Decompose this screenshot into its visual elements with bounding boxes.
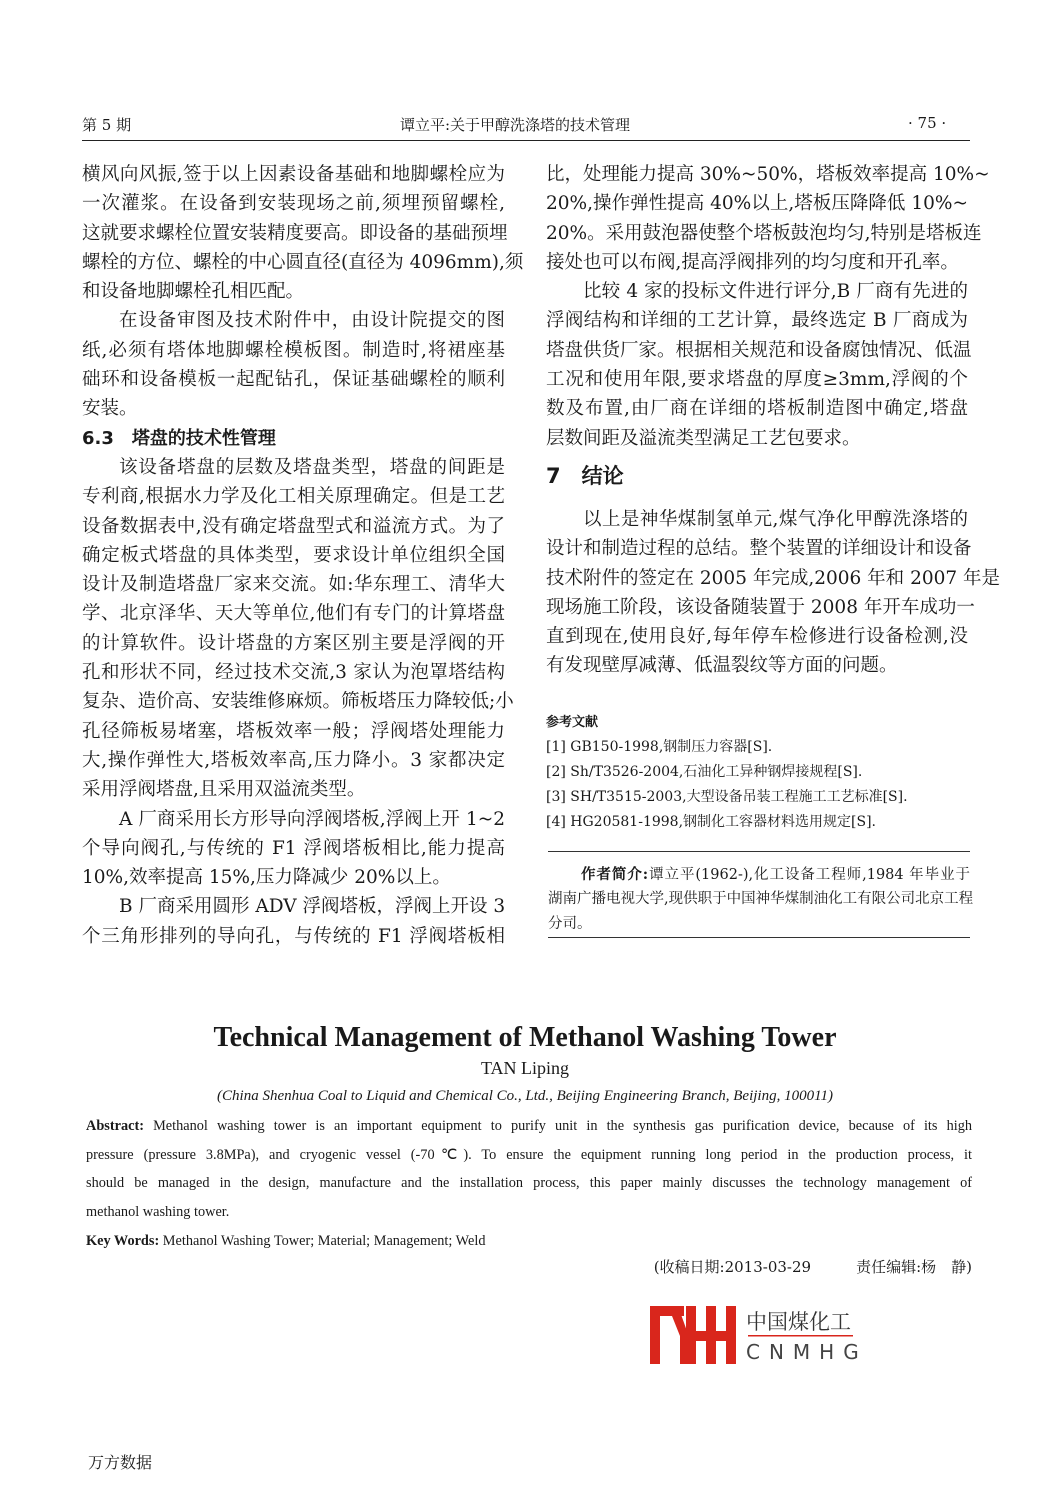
logo-en-text: CNMHG [746,1340,868,1364]
text-line: 大,操作弹性大,塔板效率高,压力降小。3 家都决定 [82,749,505,771]
left-column [82,160,524,951]
text-line: 塔盘供货厂家。根据相关规范和设备腐蚀情况、低温 [546,339,972,361]
text-line: 有发现壁厚减薄、低温裂纹等方面的问题。 [546,655,898,677]
right-column [546,160,990,453]
bio-rule-bottom [548,937,970,938]
bio-line: 分司。 [548,916,592,932]
text-line: 浮阀结构和详细的工艺计算，最终选定 B 厂商成为 [546,310,968,332]
abstract-line: pressure (pressure 3.8MPa), and cryogenic vessel (-70℃). To ensure the equipment running long period in the production process, it [86,1146,972,1163]
section-heading: 6.3 塔盘的技术性管理 [82,427,276,449]
bio-line: 谭立平(1962-),化工设备工程师,1984 年毕业于 [648,867,971,883]
text-line: 孔径筛板易堵塞，塔板效率一般；浮阀塔处理能力 [82,720,505,742]
footer-watermark: 万方数据 [88,1453,153,1472]
text-line: 20%。采用鼓泡器使整个塔板鼓泡均匀,特别是塔板连 [546,222,982,244]
text-line: 设计和制造过程的总结。整个装置的详细设计和设备 [546,538,972,560]
abstract-line: Methanol washing tower is an important equipment to purify unit in the synthesis gas purification device, because of its high [143,1118,972,1134]
paragraph [82,892,505,951]
text-line: 纸,必须有塔体地脚螺栓模板图。制造时,将裙座基 [82,339,505,361]
reference-list [546,735,968,835]
text-line: 数及布置,由厂商在详细的塔板制造图中确定,塔盘 [546,398,968,420]
english-title: Technical Management of Methanol Washing Tower [213,1022,837,1053]
paragraph [546,160,990,277]
text-line: 技术附件的签定在 2005 年完成,2006 年和 2007 年是 [546,567,1001,589]
text-line: 设备数据表中,没有确定塔盘型式和溢流方式。为了 [82,515,505,537]
text-line: 直到现在,使用良好,每年停车检修进行设备检测,没 [546,626,968,648]
text-line: [3] SH/T3515-2003,大型设备吊装工程施工工艺标准[S]. [546,789,908,805]
text-line: [1] GB150-1998,钢制压力容器[S]. [546,739,773,755]
text-line: 的计算软件。设计塔盘的方案区别主要是浮阀的开 [82,632,505,654]
text-line: [2] Sh/T3526-2004,石油化工异种钢焊接规程[S]. [546,764,863,780]
text-line: 设计及制造塔盘厂家来交流。如:华东理工、清华大 [82,574,505,596]
header-rule [82,140,970,141]
text-line: 工况和使用年限,要求塔盘的厚度≥3mm,浮阀的个 [546,369,968,391]
text-line: 复杂、造价高、安装维修麻烦。筛板塔压力降较低;小 [82,691,514,713]
paragraph [82,306,505,423]
conclusion [546,505,1001,681]
text-line: 个导向阀孔,与传统的 F1 浮阀塔板相比,能力提高 [82,837,505,859]
abstract-line: should be managed in the design, manufacture and the installation process, this paper mainly discusses the technology management of [86,1175,972,1192]
text-line: 这就要求螺栓位置安装精度要高。即设备的基础预埋 [82,222,508,244]
text-line: 专利商,根据水力学及化工相关原理确定。但是工艺 [82,486,505,508]
text-line: 安装。 [82,398,138,420]
text-line: 在设备审图及技术附件中，由设计院提交的图 [119,310,505,332]
references [546,710,968,835]
english-author: TAN Liping [480,1058,570,1078]
text-line: B 厂商采用圆形 ADV 浮阀塔板，浮阀上开设 3 [119,896,506,918]
received-date: (收稿日期:2013-03-29 责任编辑:杨 静) [653,1258,972,1276]
text-line: 现场施工阶段，该设备随装置于 2008 年开车成功一 [546,596,975,618]
paragraph [82,805,505,893]
bio-label: 作者简介: [581,866,649,883]
text-line: 20%,操作弹性提高 40%以上,塔板压降降低 10%~ [546,193,968,215]
text-line: 比较 4 家的投标文件进行评分,B 厂商有先进的 [583,281,968,303]
bio-rule-top [548,851,970,852]
text-line: 该设备塔盘的层数及塔盘类型，塔盘的间距是 [119,456,505,478]
abstract-line: methanol washing tower. [86,1204,230,1221]
text-line: [4] HG20581-1998,钢制化工容器材料选用规定[S]. [546,814,876,830]
text-line: 比，处理能力提高 30%~50%，塔板效率提高 10%~ [546,164,990,185]
text-line: 采用浮阀塔盘,且采用双溢流类型。 [82,779,366,801]
keywords-label: Key Words: [86,1232,160,1249]
text-line: 横风向风振,签于以上因素设备基础和地脚螺栓应为 [82,164,505,185]
logo-cn-text: 中国煤化工 [746,1310,851,1334]
running-title: 谭立平:关于甲醇洗涤塔的技术管理 [400,116,631,134]
text-line: A 厂商采用长方形导向浮阀塔板,浮阀上开 1~2 [119,808,505,830]
paragraph [546,505,1001,681]
text-line: 学、北京泽华、天大等单位,他们有专门的计算塔盘 [82,603,505,625]
paragraph [546,277,972,453]
text-line: 10%,效率提高 15%,压力降减少 20%以上。 [82,867,451,889]
abstract-label: Abstract: [86,1118,144,1134]
keywords: Methanol Washing Tower; Material; Management; Weld [159,1232,486,1249]
text-line: 以上是神华煤制氢单元,煤气净化甲醇洗涤塔的 [583,509,968,530]
references-title: 参考文献 [546,715,599,730]
issue-number: 第 5 期 [82,116,132,134]
abstract [86,1112,972,1255]
english-affiliation: (China Shenhua Coal to Liquid and Chemical Co., Ltd., Beijing Engineering Branch, Beijing, 100011) [217,1088,833,1104]
text-line: 和设备地脚螺栓孔相匹配。 [82,281,305,303]
paragraph [82,160,524,306]
text-line: 一次灌浆。在设备到安装现场之前,须埋预留螺栓, [82,193,505,215]
text-line: 确定板式塔盘的具体类型，要求设计单位组织全国 [82,544,505,566]
bio-line: 湖南广播电视大学,现供职于中国神华煤制油化工有限公司北京工程 [548,891,974,907]
page-number: · 75 · [908,114,947,132]
paragraph [82,453,514,805]
section-heading: 7 结论 [546,464,624,488]
text-line: 接处也可以布阀,提高浮阀排列的均匀度和开孔率。 [546,251,959,273]
text-line: 础环和设备模板一起配钻孔，保证基础螺栓的顺利 [82,369,505,391]
text-line: 孔和形状不同，经过技术交流,3 家认为泡罩塔结构 [82,662,505,684]
text-line: 螺栓的方位、螺栓的中心圆直径(直径为 4096mm),须 [82,251,524,273]
text-line: 个三角形排列的导向孔，与传统的 F1 浮阀塔板相 [82,925,505,947]
text-line: 层数间距及溢流类型满足工艺包要求。 [546,427,861,449]
cnmhg-logo [650,1304,868,1370]
author-bio [548,862,974,937]
